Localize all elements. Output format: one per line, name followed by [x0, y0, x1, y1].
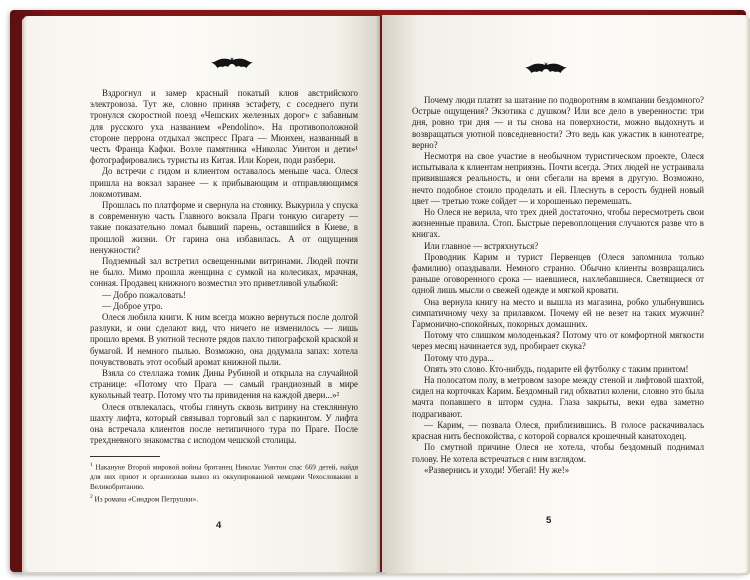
dialogue-line: — Доброе утро. [102, 300, 163, 311]
paragraph: Потому что слишком молоденькая? Потому что от комфортной мягкости через месяц начинается зуд, пробирает скука? [412, 330, 704, 352]
left-page-body [90, 88, 358, 447]
right-page-body [412, 95, 704, 476]
bat-ornament-icon [524, 61, 568, 75]
bat-ornament-icon [210, 56, 254, 70]
paragraph: Или главное — встряхнуться? [424, 240, 539, 251]
footnote-1 [90, 461, 358, 492]
page-number-left: 4 [216, 520, 222, 531]
footnote-mark: 2 [90, 494, 93, 501]
paragraph: Прошлась по платформе и свернула на стоянку. Выкурила у спуска в современную часть Главного вокзала Праги тонкую сигарету — такие показательно ломал бывший парень, оставшийся в Киеве, в прошлой жизни. От гарина она избавилась. А от ощущения ненужности? [90, 200, 358, 255]
paragraph: Подземный зал встретил освещенными витринами. Людей почти не было. Мимо прошла женщина с сумкой на колесиках, мрачная, сонная. Продавец книжного возместил это приветливой улыбкой: [90, 256, 358, 289]
paragraph: Потому что дура... [424, 352, 494, 363]
paragraph: Олеся отвлекалась, чтобы глянуть сквозь витрину на стеклянную шахту лифта, который связывал торговый зал с паркингом. У лифта она встречала клиентов после нетипичного тура по Праге. После трехдневного знакомства с исподом чешской столицы. [90, 401, 358, 446]
footnote-2 [90, 493, 358, 505]
footnotes [90, 456, 358, 506]
paragraph: Она вернула книгу на место и вышла из магазина, робко улыбнувшись симпатичному чеху за прилавком. Почему ей не везет на таких мужчин? Гармонично-спокойных, покорных домашних. [412, 296, 704, 330]
paragraph: По смутной причине Олеся не хотела, чтобы бездомный поднимал голову. Не хотела встречаться с ним взглядом. [412, 442, 704, 464]
footnote-divider [90, 456, 160, 457]
footnote-text: Из романа «Синдром Петрушки». [94, 495, 199, 504]
footnote-mark: 1 [90, 462, 93, 468]
book-cover [10, 10, 746, 572]
paragraph: Но Олеся не верила, что трех дней достаточно, чтобы пересмотреть свои жизненные правила. Стоп. Быстрые перевоплощения случаются разве что в книгах. [412, 207, 704, 240]
page-number-right: 5 [546, 515, 552, 526]
paragraph: Вздрогнул и замер красный покатый клюв австрийского электровоза. Тут же, словно приняв эстафету, с соседнего пути тронулся скоростной поезд «Чешских железных дорог» с забавным для русского уха названием «Pendolino». На противоположной стороне перрона отдыхал экспресс Прага — Мюнхен, названный в честь Франца Кафки. Возле памятника «Николас Уинтон и дети»¹ фотографировались туристы из Китая. Или Кореи, поди разбери. [90, 88, 358, 166]
paragraph: До встречи с гидом и клиентом оставалось меньше часа. Олеся пришла на вокзал заранее — к прибывающим и отправляющимся локомотивам. [90, 166, 358, 199]
paragraph: Взяла со стеллажа томик Дины Рубиной и открыла на случайной странице: «Потому что Прага — самый грандиозный в мире кукольный театр. Потому что ты привидения на каждой двери...»² [90, 368, 358, 401]
footnote-text: Накануне Второй мировой войны британец Николас Уинтон спас 669 детей, найдя для них приют и организовав вывоз из оккупированной немцами Чехословакии в Великобританию. [90, 463, 358, 491]
paragraph: Несмотря на свое участие в необычном туристическом проекте, Олеся испытывала к клиентам неприязнь. Почти всегда. Этих людей не устраивала привившаяся реальность, и они сбегали на время в другую. Возможно, нечто подобное стоило проделать и ей. Плеснуть в серость будней новый цвет — третью тоже сойдет — и хорошенько перемешать. [412, 151, 704, 206]
right-page [382, 15, 746, 573]
paragraph: Почему люди платят за шатание по подворотням в компании бездомного? Острые ощущения? Экзотика с душком? Или все дело в уверенности: три дня, ровно три дня — и ты снова на поверхности, можно выдохнуть и возвращаться уютной повседневности? Это ведь как ужастик в кинотеатре, верно? [412, 95, 704, 150]
quote-line: «Развернись и уходи! Убегай! Ну же!» [424, 464, 570, 475]
paragraph: На полосатом полу, в метровом зазоре между стеной и лифтовой шахтой, сидел на корточках Карим. Бездомный гид обхватил колени, словно это была мачта попавшего в шторм судна. Глаза закрыты, веки едва заметно подрагивают. [412, 375, 704, 419]
paragraph: Проводник Карим и турист Первенцев (Олеся запомнила только фамилию) опаздывали. Немного странно. Обычно клиенты возвращались раньше оговоренного срока — наевшиеся, нахлебавшиеся. Светящиеся от одной лишь мысли о свежей одежде и мягкой кровати. [412, 251, 704, 296]
left-page [26, 16, 380, 572]
paragraph: Олеся любила книги. К ним всегда можно вернуться после долгой разлуки, и они сделают вид, что ничего не изменилось — лишь прошло время. В уютной тесноте рядов пахло типографской краской и бумагой. И немного пылью. Возможно, она додумала запах: хотела почувствовать этот особый аромат книжной пыли. [90, 312, 358, 367]
paragraph: Опять это слово. Кто-нибудь, подарите ей футболку с таким принтом! [424, 363, 689, 374]
dialogue-line: — Добро пожаловать! [102, 289, 186, 300]
dialogue-line: — Карим, — позвала Олеся, приблизившись. В голосе раскачивалась красная нить беспокойства, с которой сорвался крошечный канатоходец. [412, 419, 704, 442]
